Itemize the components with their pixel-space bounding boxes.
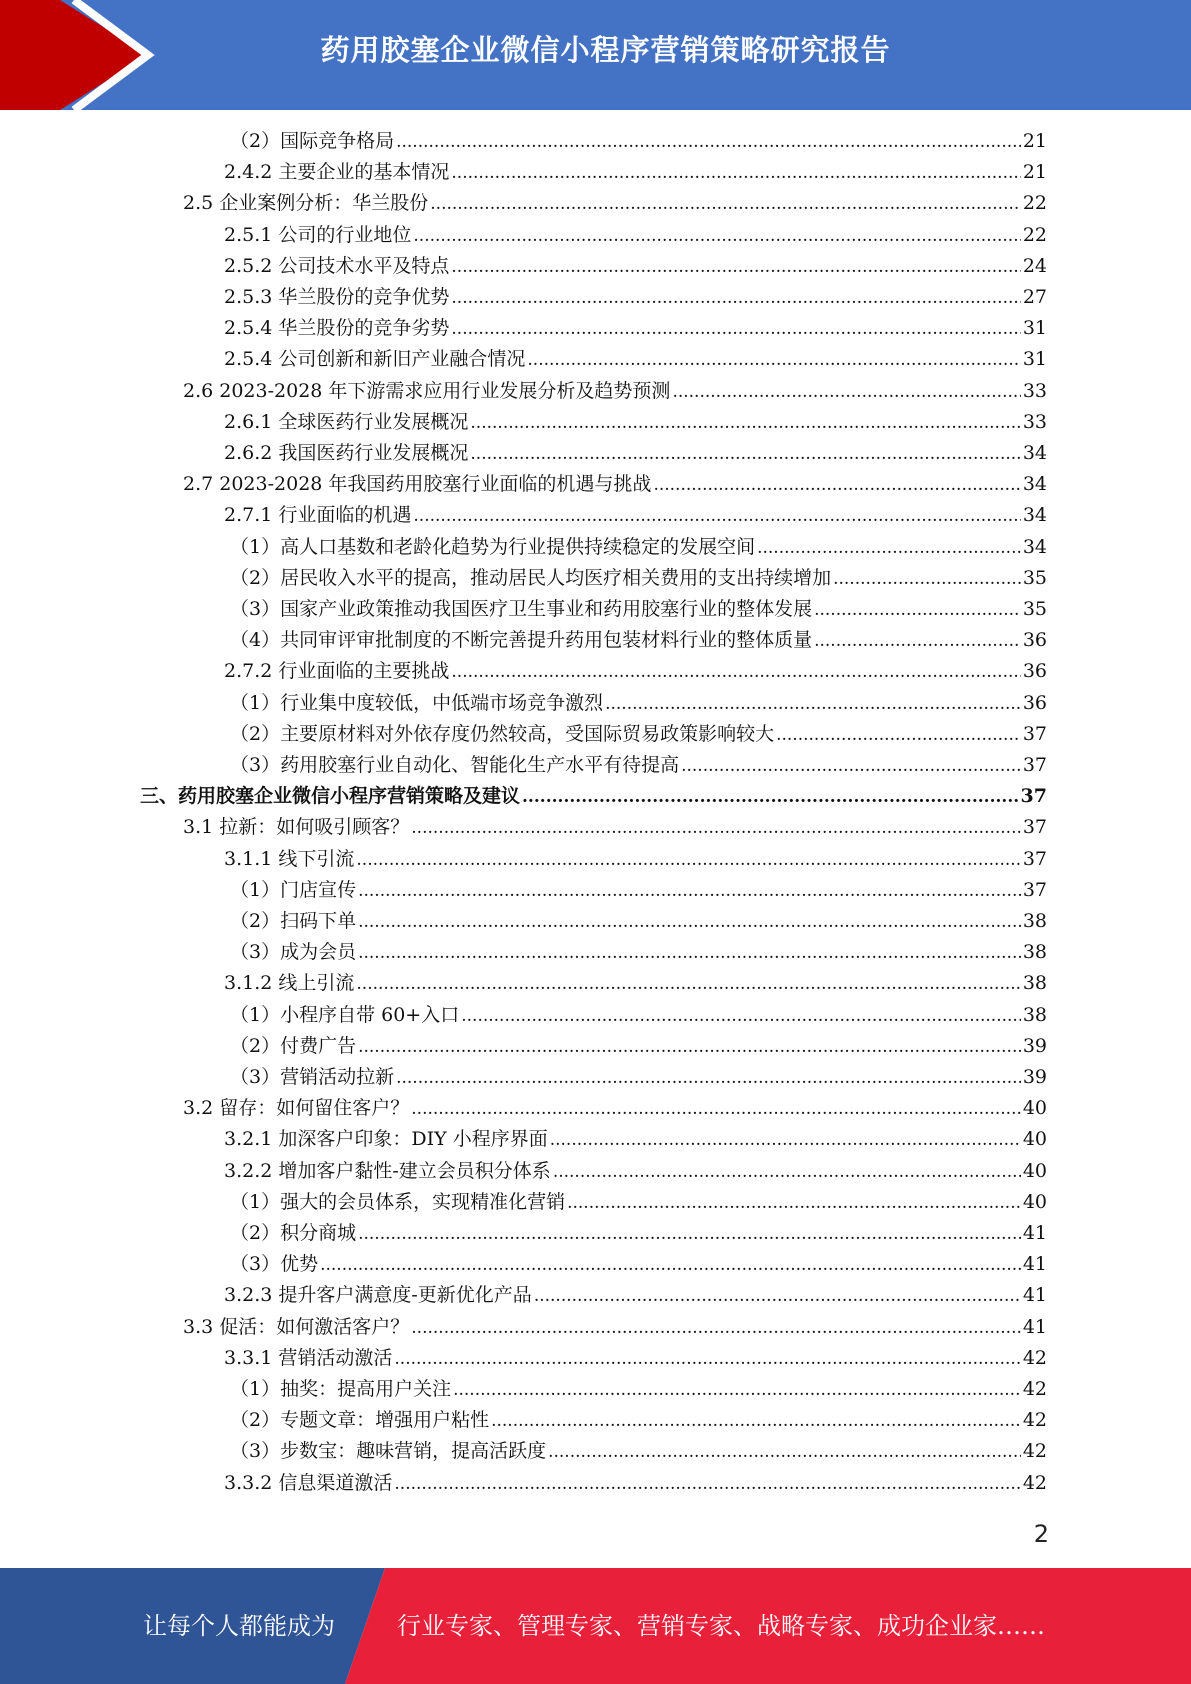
toc-dot-leader (567, 1188, 1021, 1218)
toc-dot-leader (776, 720, 1021, 750)
toc-entry-title: 2.7 2023-2028 年我国药用胶塞行业面临的机遇与挑战 (183, 473, 652, 495)
toc-dot-leader (461, 1001, 1021, 1031)
toc-entry[interactable] (224, 1280, 1047, 1311)
toc-dot-leader (451, 283, 1020, 313)
toc-entry[interactable] (230, 906, 1047, 937)
toc-entry-title: 2.5.4 公司创新和新旧产业融合情况 (224, 348, 526, 370)
toc-entry-page: 35 (1022, 598, 1047, 620)
toc-entry[interactable] (183, 1312, 1047, 1343)
toc-dot-leader (411, 813, 1021, 843)
toc-entry-page: 38 (1022, 1004, 1047, 1026)
toc-entry-page: 33 (1022, 411, 1047, 433)
toc-entry-page: 34 (1022, 473, 1047, 495)
page-number: 2 (1033, 1520, 1049, 1548)
toc-entry-title: （1）门店宣传 (230, 879, 357, 901)
toc-entry[interactable] (224, 1343, 1047, 1374)
toc-entry[interactable] (224, 844, 1047, 875)
toc-entry[interactable] (230, 532, 1047, 563)
toc-entry-title: （2）居民收入水平的提高，推动居民人均医疗相关费用的支出持续增加 (230, 567, 832, 589)
toc-entry-page: 39 (1022, 1066, 1047, 1088)
toc-entry-title: （2）积分商城 (230, 1222, 357, 1244)
toc-entry-title: 2.6.2 我国医药行业发展概况 (224, 442, 469, 464)
toc-entry-title: （2）主要原材料对外依存度仍然较高，受国际贸易政策影响较大 (230, 723, 775, 745)
toc-dot-leader (470, 408, 1020, 438)
toc-entry[interactable] (230, 750, 1047, 781)
toc-entry[interactable] (224, 220, 1047, 251)
toc-dot-leader (814, 626, 1021, 656)
toc-entry[interactable] (230, 126, 1047, 157)
toc-entry-title: （3）优势 (230, 1253, 319, 1275)
toc-entry-page: 24 (1022, 255, 1047, 277)
toc-entry-title: 2.5.4 华兰股份的竞争劣势 (224, 317, 450, 339)
toc-dot-leader (413, 221, 1020, 251)
toc-entry-page: 39 (1022, 1035, 1047, 1057)
toc-dot-leader (358, 1032, 1021, 1062)
toc-entry-title: 3.3 促活：如何激活客户？ (183, 1316, 410, 1338)
toc-entry-title: （3）药用胶塞行业自动化、智能化生产水平有待提高 (230, 754, 680, 776)
toc-entry-page: 40 (1022, 1160, 1047, 1182)
toc-entry-page: 34 (1022, 504, 1047, 526)
toc-entry-page: 37 (1022, 723, 1047, 745)
toc-entry[interactable] (230, 563, 1047, 594)
toc-entry-page: 41 (1022, 1253, 1047, 1275)
toc-entry-page: 38 (1022, 972, 1047, 994)
toc-entry[interactable] (224, 1124, 1047, 1155)
footer-banner (0, 1568, 1191, 1684)
toc-entry-title: 3.2 留存：如何留住客户？ (183, 1097, 410, 1119)
toc-entry-title: （3）营销活动拉新 (230, 1066, 395, 1088)
toc-entry-page: 41 (1022, 1316, 1047, 1338)
toc-entry-page: 21 (1022, 130, 1047, 152)
toc-entry[interactable] (183, 812, 1047, 843)
toc-entry-page: 34 (1022, 442, 1047, 464)
toc-dot-leader (320, 1250, 1021, 1280)
toc-entry-page: 35 (1022, 567, 1047, 589)
toc-entry-page: 37 (1022, 816, 1047, 838)
toc-entry-title: （2）付费广告 (230, 1035, 357, 1057)
toc-entry[interactable] (224, 1468, 1047, 1499)
toc-dot-leader (653, 470, 1020, 500)
toc-dot-leader (451, 158, 1020, 188)
toc-entry-title: 三、药用胶塞企业微信小程序营销策略及建议 (140, 785, 521, 807)
toc-dot-leader (814, 595, 1021, 625)
toc-dot-leader (411, 1313, 1021, 1343)
toc-entry-title: 3.3.1 营销活动激活 (224, 1347, 393, 1369)
toc-dot-leader (527, 345, 1020, 375)
toc-entry-title: 2.6 2023-2028 年下游需求应用行业发展分析及趋势预测 (183, 380, 671, 402)
toc-dot-leader (356, 845, 1020, 875)
toc-entry-title: 2.7.1 行业面临的机遇 (224, 504, 412, 526)
toc-entry-page: 31 (1022, 348, 1047, 370)
toc-entry[interactable] (230, 1000, 1047, 1031)
toc-entry-page: 37 (1022, 879, 1047, 901)
toc-entry-title: （1）小程序自带 60+入口 (230, 1004, 460, 1026)
toc-entry-title: 3.1.2 线上引流 (224, 972, 355, 994)
toc-entry-page: 36 (1022, 629, 1047, 651)
toc-entry[interactable] (230, 937, 1047, 968)
toc-entry-page: 31 (1022, 317, 1047, 339)
toc-dot-leader (430, 189, 1021, 219)
toc-entry-page: 42 (1022, 1347, 1047, 1369)
toc-entry-title: （3）国家产业政策推动我国医疗卫生事业和药用胶塞行业的整体发展 (230, 598, 813, 620)
toc-entry-title: （1）高人口基数和老龄化趋势为行业提供持续稳定的发展空间 (230, 536, 756, 558)
toc-entry-title: （1）强大的会员体系，实现精准化营销 (230, 1191, 566, 1213)
toc-entry[interactable] (230, 1031, 1047, 1062)
toc-entry-page: 36 (1022, 692, 1047, 714)
toc-entry-title: 2.7.2 行业面临的主要挑战 (224, 660, 450, 682)
toc-entry[interactable] (224, 344, 1047, 375)
toc-entry-page: 33 (1022, 380, 1047, 402)
toc-dot-leader (451, 657, 1020, 687)
toc-dot-leader (757, 533, 1021, 563)
toc-entry[interactable] (224, 968, 1047, 999)
toc-entry[interactable] (224, 251, 1047, 282)
toc-entry-page: 36 (1022, 660, 1047, 682)
toc-entry-page: 22 (1022, 192, 1047, 214)
toc-entry-title: 3.1.1 线下引流 (224, 848, 355, 870)
toc-dot-leader (491, 1406, 1021, 1436)
toc-entry[interactable] (183, 376, 1047, 407)
toc-entry-title: 3.2.1 加深客户印象：DIY 小程序界面 (224, 1128, 548, 1150)
toc-entry[interactable] (230, 625, 1047, 656)
toc-entry[interactable] (224, 438, 1047, 469)
header-banner (0, 0, 1191, 110)
toc-entry-title: （4）共同审评审批制度的不断完善提升药用包装材料行业的整体质量 (230, 629, 813, 651)
toc-entry-title: （1）抽奖：提高用户关注 (230, 1378, 452, 1400)
toc-entry[interactable] (224, 407, 1047, 438)
toc-entry-title: 2.5.2 公司技术水平及特点 (224, 255, 450, 277)
toc-dot-leader (605, 689, 1021, 719)
toc-entry-title: 2.6.1 全球医药行业发展概况 (224, 411, 469, 433)
toc-entry-title: 3.2.2 增加客户黏性-建立会员积分体系 (224, 1160, 551, 1182)
toc-entry-page: 27 (1022, 286, 1047, 308)
toc-entry-page: 42 (1022, 1440, 1047, 1462)
toc-entry-page: 42 (1022, 1472, 1047, 1494)
toc-entry-page: 38 (1022, 910, 1047, 932)
toc-entry-title: （3）步数宝：趣味营销，提高活跃度 (230, 1440, 547, 1462)
toc-entry-page: 37 (1020, 785, 1047, 807)
toc-entry[interactable] (224, 500, 1047, 531)
toc-dot-leader (522, 782, 1019, 812)
toc-entry-page: 37 (1022, 848, 1047, 870)
toc-entry[interactable] (224, 282, 1047, 313)
toc-entry-title: 2.5 企业案例分析：华兰股份 (183, 192, 429, 214)
toc-entry-title: 2.5.3 华兰股份的竞争优势 (224, 286, 450, 308)
toc-entry[interactable] (230, 1249, 1047, 1280)
toc-entry-title: 2.5.1 公司的行业地位 (224, 224, 412, 246)
toc-dot-leader (453, 1375, 1021, 1405)
toc-entry-page: 41 (1022, 1222, 1047, 1244)
toc-entry-title: 2.4.2 主要企业的基本情况 (224, 161, 450, 183)
toc-dot-leader (411, 1094, 1021, 1124)
toc-entry[interactable] (230, 594, 1047, 625)
toc-entry-title: 3.1 拉新：如何吸引顾客？ (183, 816, 410, 838)
toc-entry-title: （3）成为会员 (230, 941, 357, 963)
toc-dot-leader (358, 938, 1021, 968)
toc-dot-leader (356, 969, 1020, 999)
document-title: 药用胶塞企业微信小程序营销策略研究报告 (320, 33, 891, 67)
toc-dot-leader (451, 252, 1020, 282)
toc-entry-page: 37 (1022, 754, 1047, 776)
toc-entry-page: 38 (1022, 941, 1047, 963)
toc-dot-leader (534, 1281, 1021, 1311)
toc-entry-page: 21 (1022, 161, 1047, 183)
toc-entry[interactable] (230, 1374, 1047, 1405)
toc-entry[interactable] (230, 1436, 1047, 1467)
toc-dot-leader (358, 876, 1021, 906)
toc-entry[interactable] (183, 188, 1047, 219)
toc-entry[interactable] (224, 1156, 1047, 1187)
toc-dot-leader (470, 439, 1020, 469)
toc-dot-leader (396, 127, 1021, 157)
toc-dot-leader (548, 1437, 1021, 1467)
toc-dot-leader (833, 564, 1021, 594)
toc-entry-page: 40 (1022, 1097, 1047, 1119)
toc-dot-leader (672, 377, 1020, 407)
toc-entry-page: 42 (1022, 1378, 1047, 1400)
toc-dot-leader (394, 1469, 1020, 1499)
toc-entry[interactable] (183, 469, 1047, 500)
toc-dot-leader (553, 1157, 1021, 1187)
toc-entry-title: （2）扫码下单 (230, 910, 357, 932)
toc-dot-leader (413, 501, 1020, 531)
toc-entry[interactable] (224, 157, 1047, 188)
toc-dot-leader (358, 907, 1021, 937)
toc-dot-leader (396, 1063, 1021, 1093)
toc-dot-leader (550, 1125, 1021, 1155)
toc-entry[interactable] (224, 313, 1047, 344)
toc-dot-leader (451, 314, 1020, 344)
toc-entry[interactable] (230, 875, 1047, 906)
toc-entry[interactable] (230, 719, 1047, 750)
toc-entry-page: 34 (1022, 536, 1047, 558)
toc-entry-title: （2）专题文章：增强用户粘性 (230, 1409, 490, 1431)
toc-entry[interactable] (230, 1187, 1047, 1218)
toc-entry[interactable] (230, 688, 1047, 719)
toc-entry-page: 40 (1022, 1191, 1047, 1213)
toc-entry[interactable] (183, 1093, 1047, 1124)
toc-entry[interactable] (140, 781, 1047, 812)
toc-entry-page: 42 (1022, 1409, 1047, 1431)
toc-entry-page: 22 (1022, 224, 1047, 246)
toc-entry-title: （1）行业集中度较低，中低端市场竞争激烈 (230, 692, 604, 714)
toc-entry[interactable] (230, 1218, 1047, 1249)
toc-entry-page: 40 (1022, 1128, 1047, 1150)
toc-entry[interactable] (224, 656, 1047, 687)
toc-dot-leader (394, 1344, 1020, 1374)
toc-dot-leader (681, 751, 1021, 781)
toc-entry-title: （2）国际竞争格局 (230, 130, 395, 152)
toc-entry-page: 41 (1022, 1284, 1047, 1306)
toc-entry-title: 3.2.3 提升客户满意度-更新优化产品 (224, 1284, 532, 1306)
toc-entry[interactable] (230, 1062, 1047, 1093)
footer-slogan-right: 行业专家、管理专家、营销专家、战略专家、成功企业家…… (397, 1612, 1045, 1640)
toc-dot-leader (358, 1219, 1021, 1249)
toc-entry[interactable] (230, 1405, 1047, 1436)
toc-entry-title: 3.3.2 信息渠道激活 (224, 1472, 393, 1494)
footer-slogan-left: 让每个人都能成为 (143, 1612, 335, 1640)
